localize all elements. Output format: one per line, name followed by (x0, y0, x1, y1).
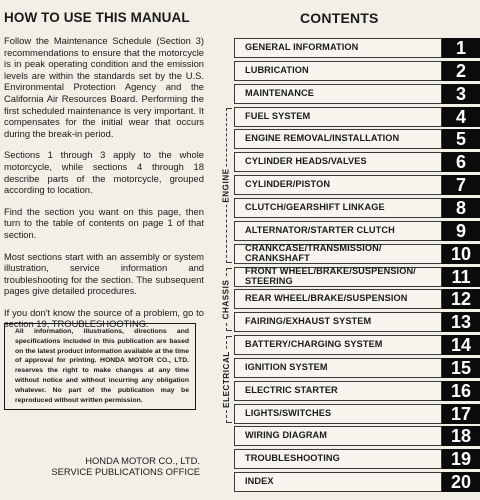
toc-entry[interactable] (234, 381, 442, 401)
toc-entry[interactable] (234, 404, 442, 424)
toc-entry[interactable] (234, 358, 442, 378)
toc-entry[interactable] (234, 221, 442, 241)
section-number-tab[interactable]: 16 (442, 381, 480, 401)
engine-group-label: ENGINE (221, 168, 231, 203)
toc-entry-label: CYLINDER/PISTON (245, 179, 331, 190)
toc-entry-label: ELECTRIC STARTER (245, 385, 338, 396)
how-to-use-section (4, 10, 204, 340)
toc-entry[interactable] (234, 426, 442, 446)
toc-entry-label: BATTERY/CHARGING SYSTEM (245, 339, 383, 350)
section-number-tab[interactable]: 17 (442, 404, 480, 424)
section-number-tab[interactable]: 7 (442, 175, 480, 195)
section-number-tab[interactable]: 6 (442, 152, 480, 172)
section-number-tab[interactable]: 11 (442, 267, 480, 287)
publisher-footer (0, 455, 200, 477)
toc-entry[interactable] (234, 335, 442, 355)
toc-entry[interactable] (234, 152, 442, 172)
toc-entry-label: CRANKCASE/TRANSMISSION/ CRANKSHAFT (245, 243, 382, 263)
chassis-group-bracket (218, 268, 234, 331)
toc-entry[interactable] (234, 267, 442, 287)
engine-group-bracket (218, 108, 234, 263)
intro-paragraph: Follow the Maintenance Schedule (Section 3) recommendations to ensure that the motorcycle is in peak operating condition and the emission levels are within the standards set by the U.S. Environmental Protection Agency and the California Air Resources Board. Performing the first scheduled maintenance is very important. It compensates for the initial wear that occurs during the break-in period. (4, 35, 204, 139)
section-number-tab[interactable]: 10 (442, 244, 480, 264)
toc-entry[interactable] (234, 61, 442, 81)
section-structure-paragraph: Most sections start with an assembly or system illustration, service information and troubleshooting for the section. The subsequent pages give detailed procedures. (4, 250, 204, 297)
toc-entry-label: IGNITION SYSTEM (245, 362, 328, 373)
toc-entry[interactable] (234, 129, 442, 149)
toc-entry-label: FUEL SYSTEM (245, 111, 311, 122)
toc-entry[interactable] (234, 472, 442, 492)
sections-paragraph: Sections 1 through 3 apply to the whole motorcycle, while sections 4 through 18 describe parts of the motorcycle, grouped according to location. (4, 149, 204, 196)
toc-entry-label: LUBRICATION (245, 65, 309, 76)
chassis-group-label: CHASSIS (221, 279, 231, 320)
toc-entry-label: MAINTENANCE (245, 88, 314, 99)
toc-entry-label: ALTERNATOR/STARTER CLUTCH (245, 225, 395, 236)
section-number-tab[interactable]: 13 (442, 312, 480, 332)
section-number-tab[interactable]: 18 (442, 426, 480, 446)
electrical-group-bracket (218, 336, 234, 423)
section-number-tab[interactable]: 14 (442, 335, 480, 355)
copyright-notice: All information, illustrations, directions and specifications included in this publication are based on the latest product information available at the time of approval for printing. HONDA MOTOR CO., LTD. reserves the right to make changes at any time without notice and without incurring any obligation whatever. No part of the publication may be reproduced without written permission. (4, 323, 196, 410)
toc-entry-label: FAIRING/EXHAUST SYSTEM (245, 316, 372, 327)
section-number-tab[interactable]: 5 (442, 129, 480, 149)
toc-entry-label: ENGINE REMOVAL/INSTALLATION (245, 133, 400, 144)
contents-title: CONTENTS (300, 10, 379, 26)
section-number-tab[interactable]: 9 (442, 221, 480, 241)
toc-entry-label: REAR WHEEL/BRAKE/SUSPENSION (245, 293, 408, 304)
publisher-company: HONDA MOTOR CO., LTD. (85, 455, 200, 466)
section-number-tab[interactable]: 2 (442, 61, 480, 81)
section-number-tab[interactable]: 20 (442, 472, 480, 492)
toc-entry[interactable] (234, 244, 442, 264)
toc-entry[interactable] (234, 175, 442, 195)
toc-entry-label: GENERAL INFORMATION (245, 42, 359, 53)
how-to-use-title: HOW TO USE THIS MANUAL (4, 10, 190, 25)
toc-entry[interactable] (234, 312, 442, 332)
troubleshooting-paragraph: If you don't know the source of a problem, go to section 19, TROUBLESHOOTING. (4, 306, 204, 330)
section-number-tab[interactable]: 3 (442, 84, 480, 104)
toc-entry-label: LIGHTS/SWITCHES (245, 408, 332, 419)
toc-entry-label: FRONT WHEEL/BRAKE/SUSPENSION/ STEERING (245, 266, 416, 286)
section-number-tab[interactable]: 19 (442, 449, 480, 469)
toc-entry-label: CYLINDER HEADS/VALVES (245, 156, 367, 167)
toc-entry[interactable] (234, 449, 442, 469)
toc-entry-label: TROUBLESHOOTING (245, 453, 340, 464)
toc-entry[interactable] (234, 198, 442, 218)
toc-entry-label: WIRING DIAGRAM (245, 430, 328, 441)
section-number-tab[interactable]: 4 (442, 107, 480, 127)
electrical-group-label: ELECTRICAL (221, 351, 231, 408)
toc-entry-label: INDEX (245, 476, 274, 487)
toc-entry[interactable] (234, 38, 442, 58)
section-number-tab[interactable]: 8 (442, 198, 480, 218)
section-number-tab[interactable]: 12 (442, 289, 480, 309)
section-number-tab[interactable]: 1 (442, 38, 480, 58)
publisher-office: SERVICE PUBLICATIONS OFFICE (51, 466, 200, 477)
toc-entry[interactable] (234, 289, 442, 309)
toc-entry-label: CLUTCH/GEARSHIFT LINKAGE (245, 202, 385, 213)
toc-entry[interactable] (234, 107, 442, 127)
find-section-paragraph: Find the section you want on this page, then turn to the table of contents on page 1 of that section. (4, 205, 204, 240)
toc-entry[interactable] (234, 84, 442, 104)
section-number-tab[interactable]: 15 (442, 358, 480, 378)
